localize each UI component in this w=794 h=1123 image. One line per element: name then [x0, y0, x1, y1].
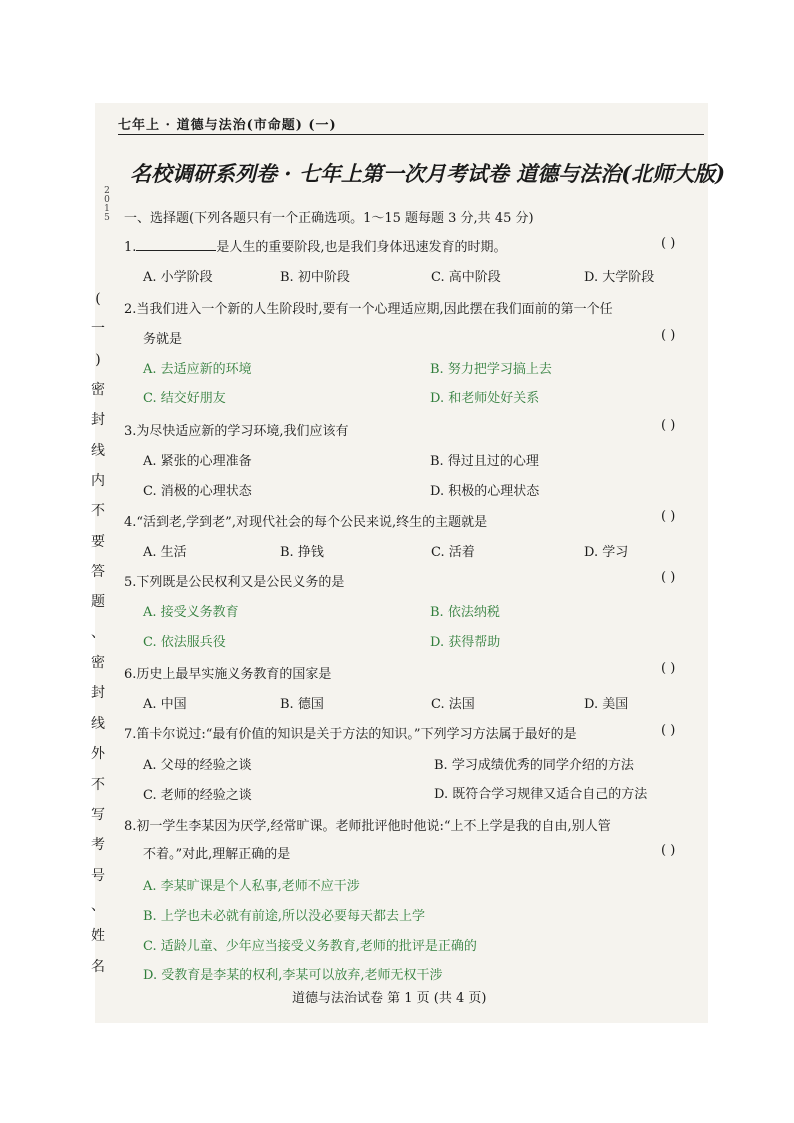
- option: D. 受教育是李某的权利,李某可以放弃,老师无权干涉: [143, 968, 443, 983]
- binding-margin-char: ): [95, 351, 101, 368]
- question-number: 1.: [124, 240, 137, 255]
- option: D. 和老师处好关系: [430, 391, 540, 406]
- option: B. 上学也未必就有前途,所以没必要每天都去上学: [143, 909, 425, 924]
- binding-margin-char: 姓: [91, 928, 105, 945]
- binding-margin-char: 外: [91, 746, 105, 763]
- binding-margin-char: 不: [91, 776, 105, 793]
- option: D. 学习: [584, 545, 629, 560]
- option: C. 结交好朋友: [143, 391, 226, 406]
- option: A. 父母的经验之谈: [143, 758, 252, 773]
- answer-paren: ( ): [661, 236, 676, 251]
- question-8-stem-cont: 不着。”对此,理解正确的是: [143, 847, 291, 862]
- option: C. 老师的经验之谈: [143, 788, 252, 803]
- section-heading: 一、选择题(下列各题只有一个正确选项。1～15 题每题 3 分,共 45 分): [124, 211, 534, 226]
- binding-margin-char: 写: [91, 806, 105, 823]
- option: A. 小学阶段: [143, 270, 213, 285]
- option: C. 适龄儿童、少年应当接受义务教育,老师的批评是正确的: [143, 939, 477, 954]
- question-text: 是人生的重要阶段,也是我们身体迅速发育的时期。: [216, 240, 507, 255]
- answer-paren: ( ): [661, 661, 676, 676]
- option: D. 大学阶段: [584, 270, 655, 285]
- binding-margin-char: 不: [91, 503, 105, 520]
- option: C. 活着: [431, 545, 475, 560]
- binding-margin-char: 号: [91, 867, 105, 884]
- option: A. 接受义务教育: [143, 605, 239, 620]
- option: B. 依法纳税: [430, 605, 500, 620]
- binding-margin-char: 、: [91, 897, 105, 914]
- option: B. 初中阶段: [280, 270, 350, 285]
- answer-paren: ( ): [661, 570, 676, 585]
- binding-margin-char: 要: [91, 533, 105, 550]
- option: D. 美国: [584, 697, 629, 712]
- binding-margin-char: 封: [91, 685, 105, 702]
- option: B. 学习成绩优秀的同学介绍的方法: [434, 758, 634, 773]
- exam-title: 名校调研系列卷 · 七年上第一次月考试卷 道德与法治(北师大版): [130, 161, 726, 186]
- question-4-stem: 4.“活到老,学到老”,对现代社会的每个公民来说,终生的主题就是: [124, 515, 488, 530]
- question-1-stem: [124, 236, 507, 255]
- option: A. 中国: [143, 697, 187, 712]
- header-rule: [118, 134, 704, 135]
- binding-margin-char: 一: [91, 321, 105, 338]
- option: D. 积极的心理状态: [430, 484, 540, 499]
- answer-paren: ( ): [661, 418, 676, 433]
- option: C. 法国: [431, 697, 475, 712]
- answer-paren: ( ): [661, 328, 676, 343]
- option: D. 获得帮助: [430, 635, 501, 650]
- option: A. 生活: [143, 545, 187, 560]
- option: A. 紧张的心理准备: [143, 454, 252, 469]
- question-2-stem: 2.当我们进入一个新的人生阶段时,要有一个心理适应期,因此摆在我们面前的第一个任: [124, 302, 613, 317]
- binding-margin-char: 线: [91, 715, 105, 732]
- binding-margin-char: 题: [91, 594, 105, 611]
- binding-margin-char: 密: [91, 382, 105, 399]
- binding-margin-char: (: [95, 291, 101, 307]
- binding-margin-text: [86, 292, 110, 990]
- binding-margin-char: 考: [91, 837, 105, 854]
- page-footer: 道德与法治试卷 第 1 页 (共 4 页): [292, 991, 487, 1006]
- option: B. 挣钱: [280, 545, 324, 560]
- binding-margin-char: 、: [91, 624, 105, 641]
- question-8-stem: 8.初一学生李某因为厌学,经常旷课。老师批评他时他说:“上不上学是我的自由,别人管: [124, 819, 611, 834]
- question-3-stem: 3.为尽快适应新的学习环境,我们应该有: [124, 424, 349, 439]
- year-column: 2015: [104, 186, 110, 223]
- answer-paren: ( ): [661, 723, 676, 738]
- option: C. 高中阶段: [431, 270, 501, 285]
- option: B. 努力把学习搞上去: [430, 362, 552, 377]
- answer-blank: [136, 238, 216, 251]
- option: C. 依法服兵役: [143, 635, 226, 650]
- question-2-stem-cont: 务就是: [143, 332, 183, 347]
- question-6-stem: 6.历史上最早实施义务教育的国家是: [124, 667, 332, 682]
- option: B. 德国: [280, 697, 324, 712]
- option: C. 消极的心理状态: [143, 484, 252, 499]
- option: A. 去适应新的环境: [143, 362, 252, 377]
- binding-margin-char: 内: [91, 473, 105, 490]
- option: A. 李某旷课是个人私事,老师不应干涉: [143, 879, 360, 894]
- option: B. 得过且过的心理: [430, 454, 539, 469]
- binding-margin-char: 封: [91, 412, 105, 429]
- page-header: 七年上 · 道德与法治(市命题) (一): [118, 118, 337, 133]
- binding-margin-char: 名: [91, 958, 105, 975]
- binding-margin-char: 线: [91, 442, 105, 459]
- binding-margin-char: 密: [91, 655, 105, 672]
- question-7-stem: 7.笛卡尔说过:“最有价值的知识是关于方法的知识。”下列学习方法属于最好的是: [124, 727, 577, 742]
- binding-margin-char: 答: [91, 564, 105, 581]
- option: D. 既符合学习规律又适合自己的方法: [434, 787, 648, 802]
- answer-paren: ( ): [661, 843, 676, 858]
- question-5-stem: 5.下列既是公民权利又是公民义务的是: [124, 575, 345, 590]
- answer-paren: ( ): [661, 509, 676, 524]
